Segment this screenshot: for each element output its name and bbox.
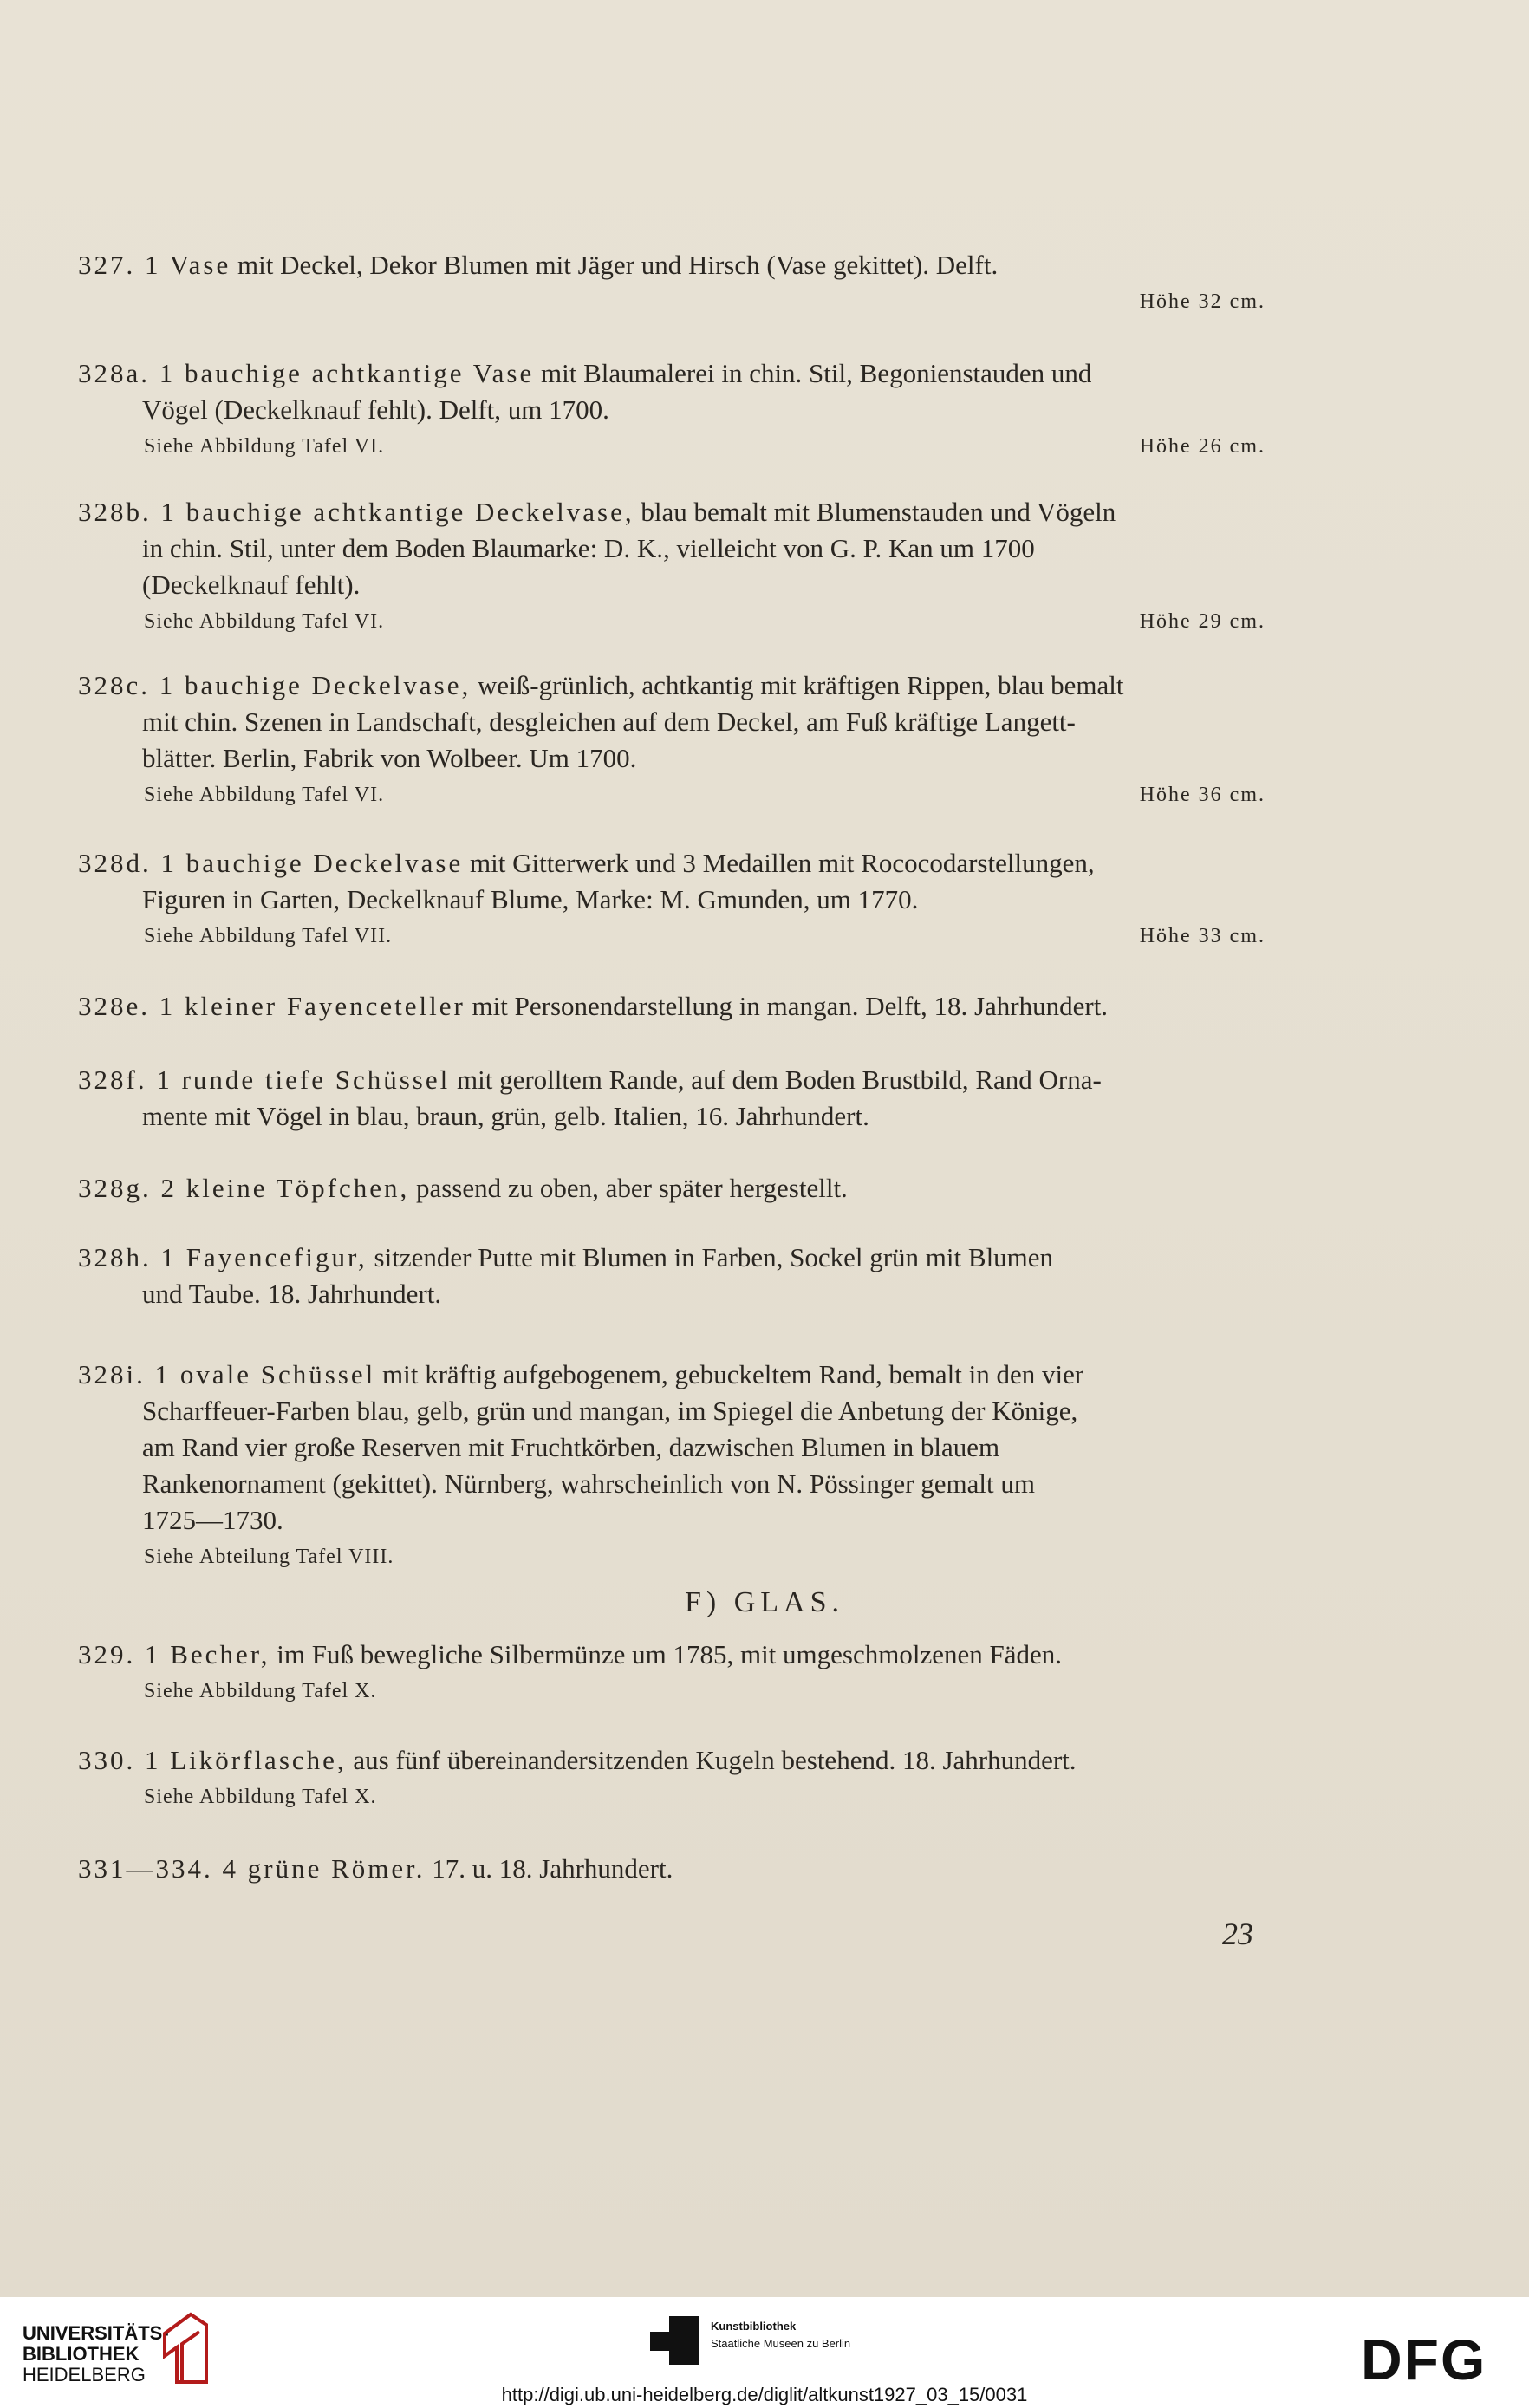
entry-line xyxy=(78,1240,1265,1276)
kunstbibliothek-logo-icon xyxy=(650,2316,699,2365)
entry-line xyxy=(78,392,1265,428)
reference-row xyxy=(78,1539,1265,1568)
entry-text: und Taube. 18. Jahrhundert. xyxy=(142,1279,442,1309)
entry-line xyxy=(78,1276,1265,1312)
entry-heading: 330. 1 Likörflasche, xyxy=(78,1745,347,1775)
catalog-entry xyxy=(78,667,1265,806)
entry-line xyxy=(78,1851,1265,1887)
entry-heading: 328g. 2 kleine Töpfchen, xyxy=(78,1173,410,1203)
plate-reference: Siehe Abbildung Tafel VI. xyxy=(144,610,385,633)
kunstbibliothek-title: Kunstbibliothek xyxy=(711,2320,797,2333)
entry-text: am Rand vier große Reserven mit Fruchtkörben, dazwischen Blumen in blauem xyxy=(142,1432,1000,1462)
plate-reference: Siehe Abbildung Tafel VI. xyxy=(144,784,385,806)
entry-text: sitzender Putte mit Blumen in Farben, Sockel grün mit Blumen xyxy=(367,1242,1054,1272)
entry-text: 17. u. 18. Jahrhundert. xyxy=(425,1853,673,1884)
entry-line xyxy=(78,1429,1265,1466)
entry-text: mit Blaumalerei in chin. Stil, Begonienstauden und xyxy=(534,358,1092,388)
entry-line xyxy=(78,355,1265,392)
entry-line xyxy=(78,247,1265,283)
entry-line xyxy=(78,667,1265,704)
library-name-line: HEIDELBERG xyxy=(23,2364,146,2385)
entry-heading: 328i. 1 ovale Schüssel xyxy=(78,1359,376,1389)
reference-row xyxy=(78,1779,1265,1808)
dfg-logo[interactable]: DFG xyxy=(1361,2327,1487,2392)
entry-text: 1725—1730. xyxy=(142,1505,283,1535)
entry-heading: 328h. 1 Fayencefigur, xyxy=(78,1242,368,1272)
reference-row xyxy=(78,777,1265,806)
entry-line xyxy=(78,567,1265,603)
entry-heading: 331—334. 4 grüne Römer. xyxy=(78,1853,426,1884)
catalog-entry xyxy=(78,494,1265,633)
entry-text: (Deckelknauf fehlt). xyxy=(142,569,361,600)
entry-line xyxy=(78,740,1265,777)
entry-line xyxy=(78,704,1265,740)
entry-line xyxy=(78,1170,1265,1207)
entry-text: Scharffeuer-Farben blau, gelb, grün und mangan, im Spiegel die Anbetung der Könige, xyxy=(142,1396,1078,1426)
entry-line xyxy=(78,1062,1265,1098)
entry-heading: 328d. 1 bauchige Deckelvase xyxy=(78,848,464,878)
entry-text: mit chin. Szenen in Landschaft, desgleichen auf dem Deckel, am Fuß kräftige Langett- xyxy=(142,706,1076,737)
entry-text: mit kräftig aufgebogenem, gebuckeltem Rand, bemalt in den vier xyxy=(375,1359,1084,1389)
kunstbibliothek-subtitle: Staatliche Museen zu Berlin xyxy=(711,2337,851,2350)
entry-text: Vögel (Deckelknauf fehlt). Delft, um 1700. xyxy=(142,394,609,425)
kunstbibliothek-label[interactable] xyxy=(711,2318,850,2353)
entry-line xyxy=(78,845,1265,882)
entry-line xyxy=(78,1393,1265,1429)
entry-text: blau bemalt mit Blumenstauden und Vögeln xyxy=(634,497,1116,527)
entry-text: Figuren in Garten, Deckelknauf Blume, Marke: M. Gmunden, um 1770. xyxy=(142,884,919,914)
entry-line xyxy=(78,1098,1265,1135)
entry-heading: 328f. 1 runde tiefe Schüssel xyxy=(78,1064,451,1095)
entry-text: mit Gitterwerk und 3 Medaillen mit Rococodarstellungen, xyxy=(463,848,1095,878)
entry-text: passend zu oben, aber später hergestellt. xyxy=(409,1173,848,1203)
object-height: Höhe 32 cm. xyxy=(1139,290,1265,313)
entry-line xyxy=(78,1502,1265,1539)
library-name-line: BIBLIOTHEK xyxy=(23,2343,140,2365)
entry-heading: 329. 1 Becher, xyxy=(78,1639,270,1669)
entry-line xyxy=(78,988,1265,1025)
library-name-line: UNIVERSITÄTS- xyxy=(23,2322,169,2344)
section-heading: F) GLAS. xyxy=(684,1586,845,1618)
plate-reference: Siehe Abbildung Tafel VI. xyxy=(144,435,385,458)
entry-line xyxy=(78,1742,1265,1779)
page-number: 23 xyxy=(1222,1917,1253,1951)
entry-text: aus fünf übereinandersitzenden Kugeln bestehend. 18. Jahrhundert. xyxy=(346,1745,1077,1775)
catalog-entry xyxy=(78,988,1265,1025)
entry-heading: 328c. 1 bauchige Deckelvase, xyxy=(78,670,472,700)
library-name[interactable] xyxy=(23,2323,169,2385)
footer-bar xyxy=(0,2297,1529,2408)
catalog-entry xyxy=(78,1062,1265,1135)
catalog-entry xyxy=(78,1170,1265,1207)
catalog-entry xyxy=(78,1742,1265,1808)
catalog-entry xyxy=(78,247,1265,313)
object-height: Höhe 33 cm. xyxy=(1139,925,1265,947)
catalog-entry xyxy=(78,355,1265,458)
entry-text: Rankenornament (gekittet). Nürnberg, wahrscheinlich von N. Pössinger gemalt um xyxy=(142,1468,1035,1499)
catalog-entry xyxy=(78,1357,1265,1568)
entry-line xyxy=(78,530,1265,567)
entry-heading: 328e. 1 kleiner Fayenceteller xyxy=(78,991,465,1021)
entry-line xyxy=(78,494,1265,530)
catalog-entry xyxy=(78,1637,1265,1702)
reference-row xyxy=(78,1673,1265,1702)
catalog-entry xyxy=(78,1240,1265,1312)
entry-text: mit gerolltem Rande, auf dem Boden Brustbild, Rand Orna- xyxy=(450,1064,1102,1095)
entry-line xyxy=(78,1357,1265,1393)
entry-line xyxy=(78,1637,1265,1673)
entry-text: weiß-grünlich, achtkantig mit kräftigen Rippen, blau bemalt xyxy=(471,670,1124,700)
catalog-entry xyxy=(78,1851,1265,1887)
object-height: Höhe 29 cm. xyxy=(1139,610,1265,633)
entry-text: mit Deckel, Dekor Blumen mit Jäger und Hirsch (Vase gekittet). Delft. xyxy=(231,250,999,280)
reference-row xyxy=(78,603,1265,633)
plate-reference: Siehe Abbildung Tafel VII. xyxy=(144,925,393,947)
reference-row xyxy=(78,283,1265,313)
entry-heading: 327. 1 Vase xyxy=(78,250,231,280)
library-logo-icon xyxy=(156,2309,213,2384)
entry-text: blätter. Berlin, Fabrik von Wolbeer. Um 1700. xyxy=(142,743,637,773)
plate-reference: Siehe Abbildung Tafel X. xyxy=(144,1680,377,1702)
permalink-url[interactable]: http://digi.ub.uni-heidelberg.de/diglit/altkunst1927_03_15/0031 xyxy=(501,2384,1028,2405)
entry-text: in chin. Stil, unter dem Boden Blaumarke: D. K., vielleicht von G. P. Kan um 1700 xyxy=(142,533,1035,563)
object-height: Höhe 36 cm. xyxy=(1139,784,1265,806)
entry-heading: 328b. 1 bauchige achtkantige Deckelvase, xyxy=(78,497,634,527)
object-height: Höhe 26 cm. xyxy=(1139,435,1265,458)
plate-reference: Siehe Abteilung Tafel VIII. xyxy=(144,1546,394,1568)
plate-reference: Siehe Abbildung Tafel X. xyxy=(144,1786,377,1808)
catalog-entry xyxy=(78,845,1265,947)
entry-line xyxy=(78,882,1265,918)
reference-row xyxy=(78,918,1265,947)
entry-heading: 328a. 1 bauchige achtkantige Vase xyxy=(78,358,535,388)
entry-line xyxy=(78,1466,1265,1502)
reference-row xyxy=(78,428,1265,458)
entry-text: mit Personendarstellung in mangan. Delft, 18. Jahrhundert. xyxy=(465,991,1109,1021)
entry-text: mente mit Vögel in blau, braun, grün, gelb. Italien, 16. Jahrhundert. xyxy=(142,1101,869,1131)
entry-text: im Fuß bewegliche Silbermünze um 1785, mit umgeschmolzenen Fäden. xyxy=(270,1639,1063,1669)
